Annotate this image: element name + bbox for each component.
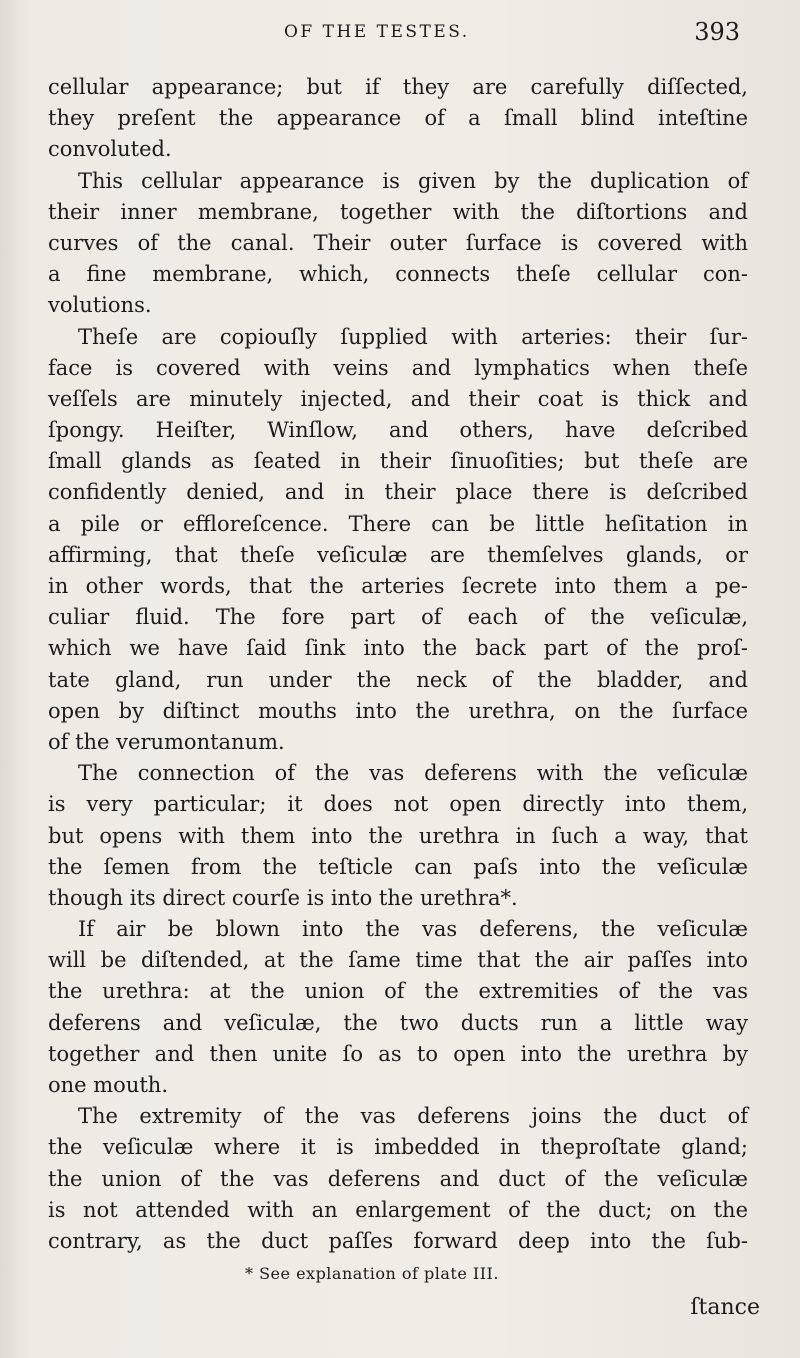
text-line: This cellular appearance is given by the duplication of bbox=[78, 168, 748, 193]
text-line: of the verumontanum. bbox=[48, 729, 285, 754]
text-line: together and then unite ſo as to open into the urethra by bbox=[48, 1041, 748, 1066]
text-line: If air be blown into the vas deferens, the veſiculæ bbox=[78, 917, 748, 942]
text-line: volutions. bbox=[48, 293, 152, 318]
text-line: one mouth. bbox=[48, 1073, 168, 1097]
body-text bbox=[48, 72, 748, 1257]
text-line: deferens and veſiculæ, the two ducts run a little way bbox=[48, 1010, 748, 1035]
text-line: is very particular; it does not open directly into them, bbox=[48, 792, 748, 817]
text-line: convoluted. bbox=[48, 137, 172, 162]
text-line: ſpongy. Heiſter, Winſlow, and others, have deſcribed bbox=[48, 418, 748, 443]
footnote: * See explanation of plate III. bbox=[245, 1264, 499, 1283]
running-title: OF THE TESTES. bbox=[284, 22, 470, 42]
text-line: ſmall glands as ſeated in their ſinuoſities; but theſe are bbox=[48, 449, 748, 474]
text-line: their inner membrane, together with the diſtortions and bbox=[48, 199, 748, 224]
page-number: 393 bbox=[694, 18, 740, 46]
text-line: open by diſtinct mouths into the urethra, on the ſurface bbox=[48, 698, 748, 723]
text-line: Theſe are copiouſly ſupplied with arteries: their ſur- bbox=[78, 324, 748, 349]
text-line: a pile or effloreſcence. There can be little heſitation in bbox=[48, 511, 748, 536]
text-line: will be diſtended, at the ſame time that the air paſſes into bbox=[48, 948, 748, 973]
page-header bbox=[48, 18, 748, 54]
text-line: is not attended with an enlargement of the duct; on the bbox=[48, 1197, 748, 1222]
text-line: the ſemen from the teſticle can paſs into the veſiculæ bbox=[48, 854, 748, 879]
text-line: veſſels are minutely injected, and their coat is thick and bbox=[48, 386, 748, 411]
text-line: though its direct courſe is into the urethra*. bbox=[48, 885, 518, 910]
text-line: contrary, as the duct paſſes forward deep into the ſub- bbox=[48, 1228, 748, 1253]
text-line: the urethra: at the union of the extremities of the vas bbox=[48, 979, 748, 1004]
text-line: The connection of the vas deferens with the veſiculæ bbox=[78, 761, 748, 786]
text-line: the union of the vas deferens and duct of the veſiculæ bbox=[48, 1166, 748, 1191]
text-line: which we have ſaid ſink into the back part of the proſ- bbox=[48, 636, 748, 661]
text-line: in other words, that the arteries ſecrete into them a pe- bbox=[48, 574, 748, 598]
catchword: ſtance bbox=[690, 1295, 760, 1320]
text-line: they preſent the appearance of a ſmall blind inteſtine bbox=[48, 106, 748, 131]
text-line: culiar fluid. The fore part of each of the veſiculæ, bbox=[48, 605, 748, 630]
text-line: but opens with them into the urethra in ſuch a way, that bbox=[48, 823, 748, 848]
text-line: affirming, that theſe veſiculæ are themſelves glands, or bbox=[48, 542, 748, 567]
text-line: a fine membrane, which, connects theſe cellular con- bbox=[48, 262, 748, 287]
text-line: the veſiculæ where it is imbedded in theproſtate gland; bbox=[48, 1135, 748, 1160]
text-line: confidently denied, and in their place there is deſcribed bbox=[48, 480, 748, 505]
text-line: cellular appearance; but if they are carefully diſſected, bbox=[48, 75, 748, 99]
text-line: face is covered with veins and lymphatics when theſe bbox=[48, 355, 748, 380]
text-line: tate gland, run under the neck of the bladder, and bbox=[48, 667, 748, 692]
text-line: curves of the canal. Their outer ſurface is covered with bbox=[48, 230, 748, 255]
text-line: The extremity of the vas deferens joins the duct of bbox=[78, 1104, 748, 1129]
